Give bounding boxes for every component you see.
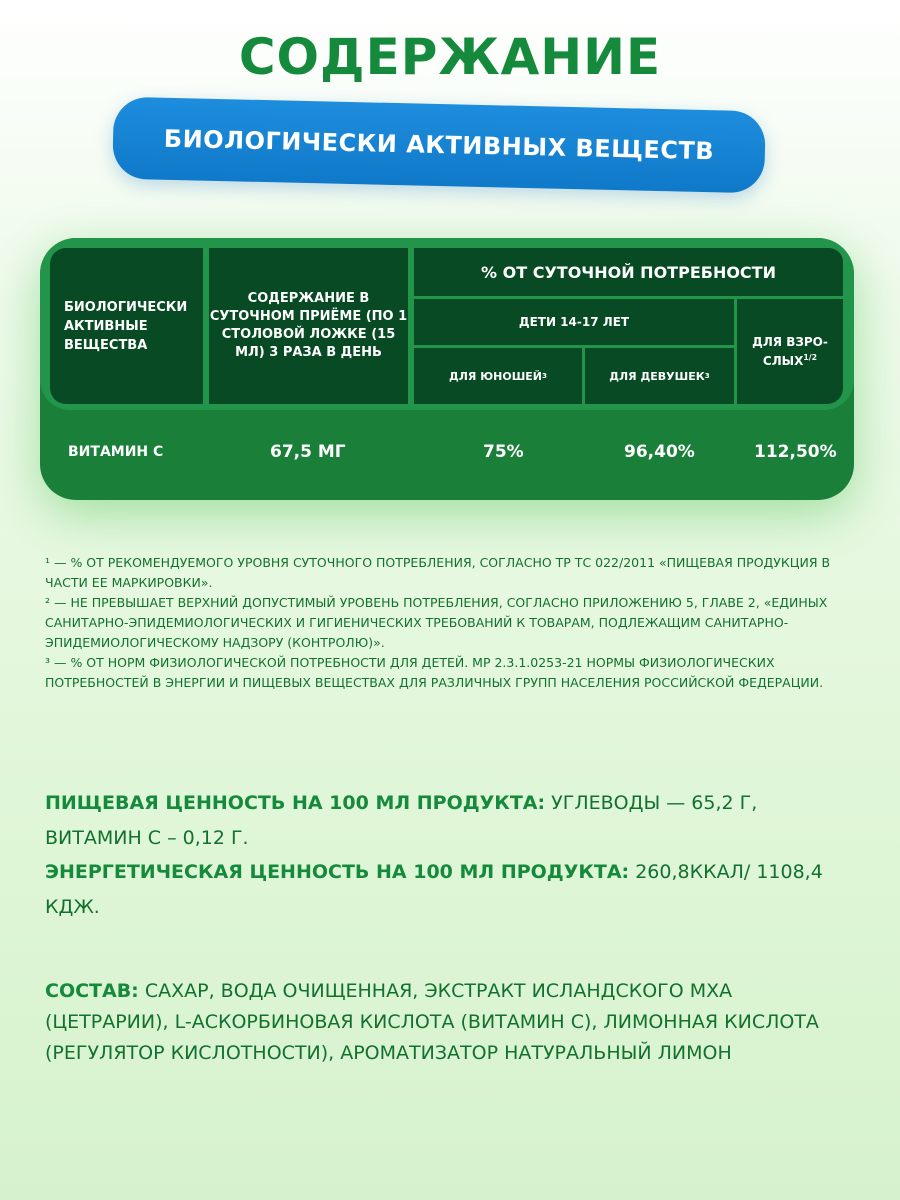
- header-daily-percent: % ОТ СУТОЧНОЙ ПОТРЕБНОСТИ: [414, 248, 843, 296]
- row-dose: 67,5 МГ: [270, 442, 346, 462]
- row-girls-percent: 96,40%: [624, 442, 695, 462]
- header-daily-dose: СОДЕРЖАНИЕ В СУТОЧНОМ ПРИЁМЕ (ПО 1 СТОЛОВОЙ ЛОЖКЕ (15 МЛ) 3 РАЗА В ДЕНЬ: [209, 248, 408, 404]
- energy-value: [45, 855, 845, 924]
- energy-value-label: ЭНЕРГЕТИЧЕСКАЯ ЦЕННОСТЬ НА 100 МЛ ПРОДУКТА:: [45, 861, 630, 883]
- nutrition-value-text: УГЛЕВОДЫ — 65,2 Г, ВИТАМИН С – 0,12 Г.: [45, 792, 758, 849]
- table-row: [40, 438, 854, 468]
- row-boys-percent: 75%: [483, 442, 524, 462]
- row-substance: ВИТАМИН С: [68, 444, 164, 460]
- nutrition-info: [45, 786, 845, 924]
- footnote-2: ² — НЕ ПРЕВЫШАЕТ ВЕРХНИЙ ДОПУСТИМЫЙ УРОВЕНЬ ПОТРЕБЛЕНИЯ, СОГЛАСНО ПРИЛОЖЕНИЮ 5, ГЛАВЕ 2, «ЕДИНЫХ САНИТАРНО-ЭПИДЕМИОЛОГИЧЕСКИХ И ГИГИЕНИЧЕСКИХ ТРЕБОВАНИЙ К ТОВАРАМ, ПОДЛЕЖАЩИМ САНИТАРНО-ЭПИДЕМИОЛОГИЧЕСКОМУ НАДЗОРУ (КОНТРОЛЮ)».: [45, 595, 828, 650]
- energy-value-text: 260,8ККАЛ/ 1108,4 КДЖ.: [45, 861, 823, 918]
- composition: [45, 976, 845, 1069]
- page-title: СОДЕРЖАНИЕ: [238, 28, 662, 86]
- header-children: ДЕТИ 14-17 ЛЕТ: [414, 299, 734, 345]
- nutrients-table: [40, 238, 854, 500]
- subtitle-banner: [112, 97, 766, 194]
- header-substance: БИОЛОГИЧЕСКИ АКТИВНЫЕ ВЕЩЕСТВА: [50, 248, 203, 404]
- header-boys: ДЛЯ ЮНОШЕЙ 3: [414, 348, 582, 404]
- subtitle-text: БИОЛОГИЧЕСКИ АКТИВНЫХ ВЕЩЕСТВ: [163, 124, 715, 166]
- footnote-3: ³ — % ОТ НОРМ ФИЗИОЛОГИЧЕСКОЙ ПОТРЕБНОСТИ ДЛЯ ДЕТЕЙ. МР 2.3.1.0253-21 НОРМЫ ФИЗИОЛОГИЧЕСКИХ ПОТРЕБНОСТЕЙ В ЭНЕРГИИ И ПИЩЕВЫХ ВЕЩЕСТВАХ ДЛЯ РАЗЛИЧНЫХ ГРУПП НАСЕЛЕНИЯ РОССИЙСКОЙ ФЕДЕРАЦИИ.: [45, 655, 824, 690]
- header-girls: ДЛЯ ДЕВУШЕК 3: [585, 348, 734, 404]
- header-adults: ДЛЯ ВЗРО-$СЛЫХ^{1/2}$: [737, 299, 843, 404]
- footnote-1: ¹ — % ОТ РЕКОМЕНДУЕМОГО УРОВНЯ СУТОЧНОГО ПОТРЕБЛЕНИЯ, СОГЛАСНО ТР ТС 022/2011 «ПИЩЕВАЯ ПРОДУКЦИЯ В ЧАСТИ ЕЕ МАРКИРОВКИ».: [45, 555, 831, 590]
- composition-text: САХАР, ВОДА ОЧИЩЕННАЯ, ЭКСТРАКТ ИСЛАНДСКОГО МХА (ЦЕТРАРИИ), L-АСКОРБИНОВАЯ КИСЛОТА (ВИТАМИН С), ЛИМОННАЯ КИСЛОТА (РЕГУЛЯТОР КИСЛОТНОСТИ), АРОМАТИЗАТОР НАТУРАЛЬНЫЙ ЛИМОН: [45, 980, 819, 1064]
- footnotes: [45, 553, 835, 693]
- nutrition-value: [45, 786, 845, 855]
- row-adults-percent: 112,50%: [754, 442, 837, 462]
- footnote-mark: 1/2: [803, 352, 818, 362]
- composition-label: СОСТАВ:: [45, 980, 139, 1002]
- nutrition-value-label: ПИЩЕВАЯ ЦЕННОСТЬ НА 100 МЛ ПРОДУКТА:: [45, 792, 546, 814]
